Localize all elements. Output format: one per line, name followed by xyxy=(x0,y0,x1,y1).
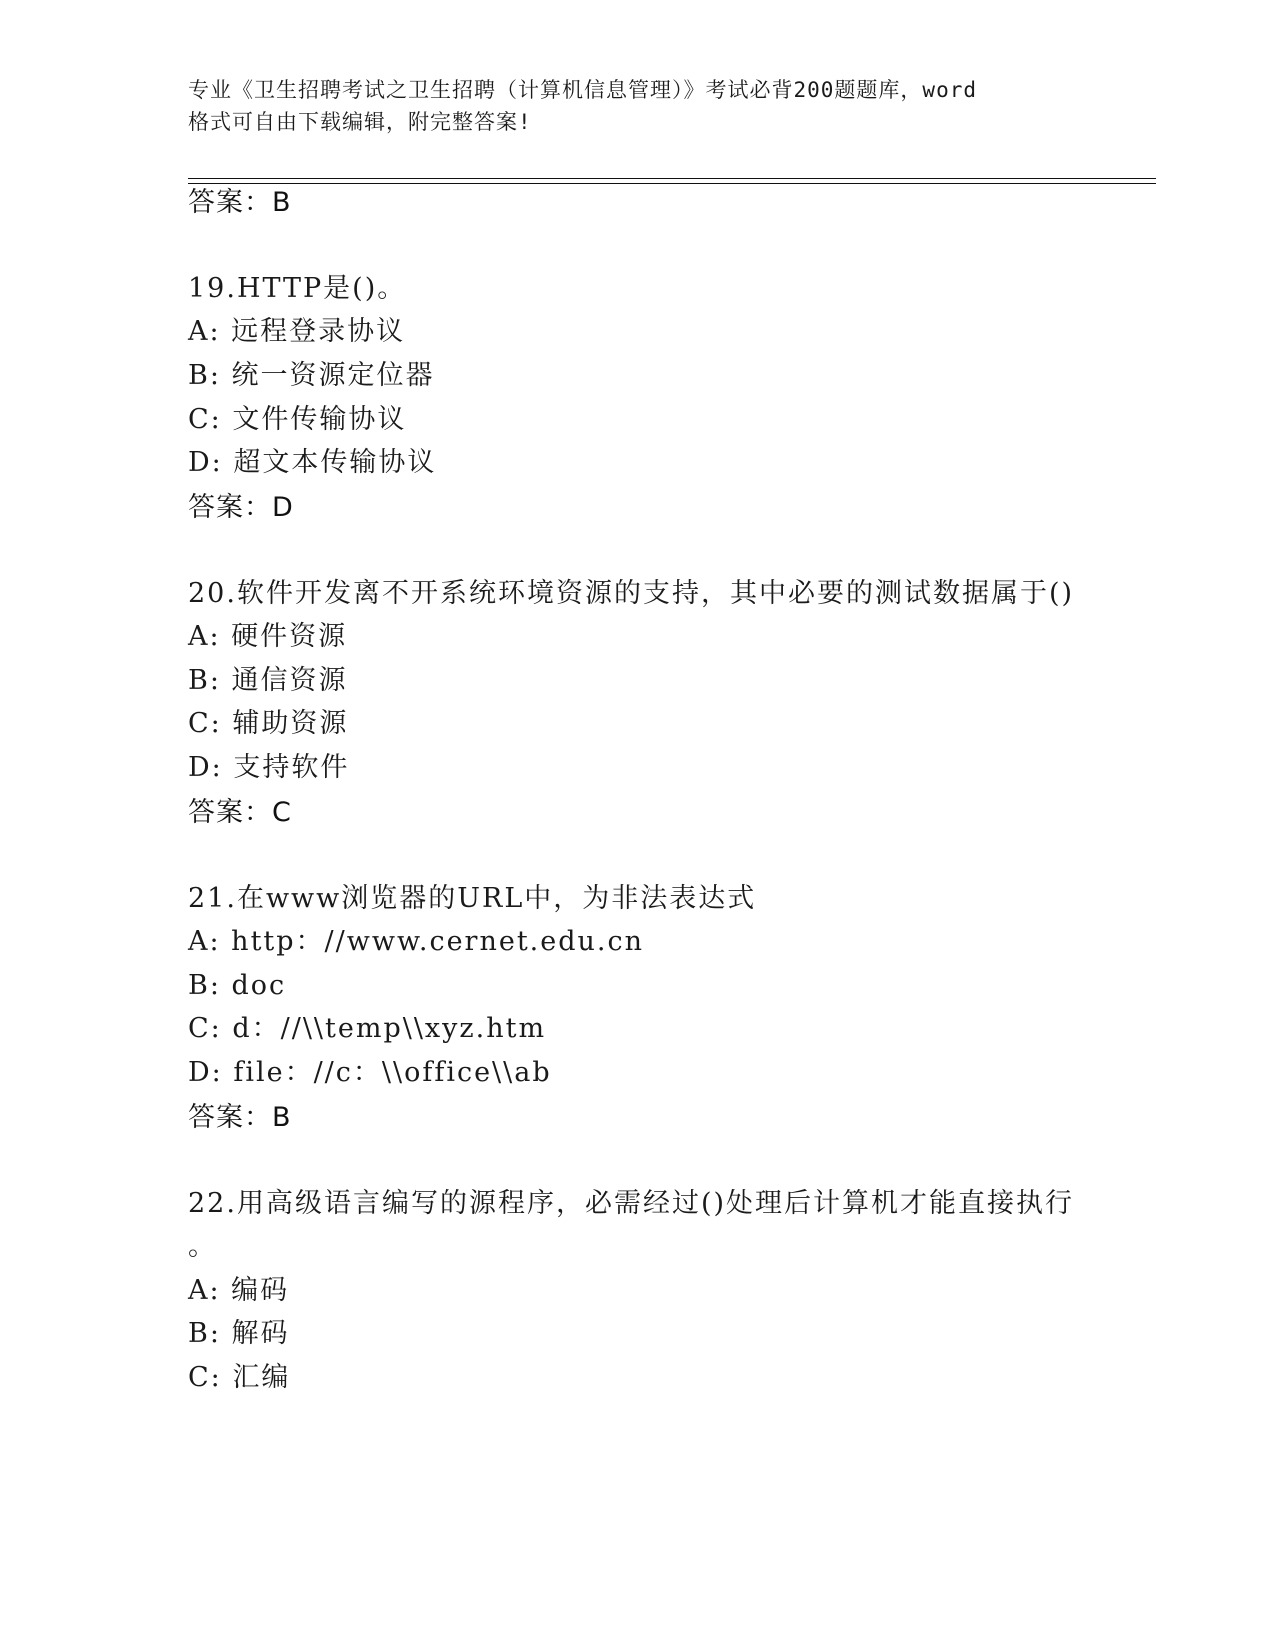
question-22-text: 22.用高级语言编写的源程序，必需经过()处理后计算机才能直接执行 xyxy=(188,1188,1075,1219)
answer-21: 答案：B xyxy=(188,1102,292,1133)
question-22-option-c: C: 汇编 xyxy=(188,1362,291,1393)
question-20-option-d: D: 支持软件 xyxy=(188,752,350,783)
question-22-option-b: B: 解码 xyxy=(188,1318,290,1349)
question-19-option-c: C: 文件传输协议 xyxy=(188,404,407,435)
question-20-text: 20.软件开发离不开系统环境资源的支持，其中必要的测试数据属于() xyxy=(188,578,1075,609)
question-20-option-a: A: 硬件资源 xyxy=(188,621,348,652)
question-21-option-a: A: http：//www.cernet.edu.cn xyxy=(188,926,645,957)
question-21-option-d: D: file：//c：\\office\\ab xyxy=(188,1057,552,1088)
question-19-option-a: A: 远程登录协议 xyxy=(188,316,406,347)
question-19-text: 19.HTTP是()。 xyxy=(188,273,407,304)
question-19-option-b: B: 统一资源定位器 xyxy=(188,360,435,391)
header-line-1: 专业《卫生招聘考试之卫生招聘（计算机信息管理）》考试必背200题题库，word xyxy=(188,78,977,102)
header-line-2: 格式可自由下载编辑，附完整答案! xyxy=(188,110,532,134)
question-22-option-a: A: 编码 xyxy=(188,1275,290,1306)
header-divider-bottom xyxy=(188,183,1156,184)
header-divider-top xyxy=(188,178,1156,179)
question-20-option-b: B: 通信资源 xyxy=(188,665,348,696)
question-21-option-b: B: doc xyxy=(188,970,287,1001)
question-22-text-continued: 。 xyxy=(188,1231,217,1262)
answer-19: 答案：D xyxy=(188,492,294,523)
question-21-text: 21.在www浏览器的URL中，为非法表达式 xyxy=(188,883,757,914)
question-21-option-c: C: d：//\\temp\\xyz.htm xyxy=(188,1013,547,1044)
question-20-option-c: C: 辅助资源 xyxy=(188,708,349,739)
answer-20: 答案：C xyxy=(188,797,292,828)
answer-18: 答案：B xyxy=(188,187,292,218)
document-header xyxy=(188,74,1088,138)
question-19-option-d: D: 超文本传输协议 xyxy=(188,447,437,478)
